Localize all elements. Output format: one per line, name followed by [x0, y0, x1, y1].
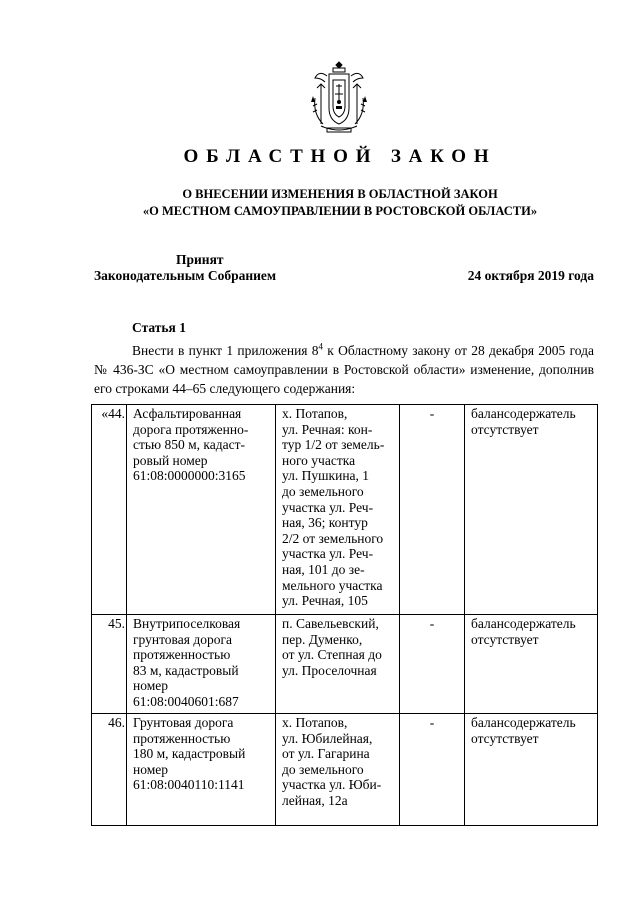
text-line: протяженностью [133, 647, 231, 663]
text-line: лейная, 12а [282, 792, 348, 808]
row-number: «44. [92, 405, 127, 615]
text-line: ул. Проселочная [282, 662, 377, 678]
text-line: отсутствует [471, 421, 539, 437]
dash-mark: - [400, 714, 465, 826]
road-location [276, 405, 400, 615]
text-line: 180 м, кадастровый [133, 746, 246, 762]
text-line: п. Савельевский, [282, 616, 379, 631]
text-line: 61:08:0000000:3165 [133, 468, 246, 484]
text-line: ная, 101 до зе- [282, 561, 365, 577]
text-line: пер. Думенко, [282, 631, 363, 647]
text-line: х. Потапов, [282, 715, 348, 730]
text-line: участка ул. Реч- [282, 499, 374, 515]
text-line: балансодержатель [471, 406, 576, 421]
document-subtitle-line-1: О ВНЕСЕНИИ ИЗМЕНЕНИЯ В ОБЛАСТНОЙ ЗАКОН [182, 187, 498, 201]
dash-mark: - [400, 405, 465, 615]
text-line: 61:08:0040601:687 [133, 693, 239, 709]
text-line: отсутствует [471, 631, 539, 647]
coat-of-arms-emblem [307, 58, 371, 134]
text-line: номер [133, 761, 169, 777]
text-line: балансодержатель [471, 616, 576, 631]
article-text-superscript: 4 [318, 341, 324, 352]
balance-holder [465, 714, 598, 826]
adoption-label-line-1: Принят [176, 252, 224, 267]
text-line: стью 850 м, кадаст- [133, 437, 246, 453]
text-line: дорога протяженно- [133, 421, 249, 437]
text-line: участка ул. Реч- [282, 546, 374, 562]
text-line: ного участка [282, 452, 356, 468]
text-line: ул. Пушкина, 1 [282, 468, 370, 484]
balance-holder [465, 615, 598, 714]
road-location [276, 714, 400, 826]
text-line: ул. Речная: кон- [282, 421, 373, 437]
text-line: х. Потапов, [282, 406, 348, 421]
text-line: отсутствует [471, 730, 539, 746]
road-description [127, 615, 276, 714]
text-line: номер [133, 678, 169, 694]
text-line: Асфальтированная [133, 406, 242, 421]
article-text-end: к Областному закону от 28 декабря 2005 года № 436-ЗС «О местном самоуправлении в Ростовской области» изменение, дополнив его строками 44–65 следующего содержания: [94, 343, 594, 396]
text-line: мельного участка [282, 577, 383, 593]
article-paragraph [94, 341, 594, 398]
text-line: 2/2 от земельного [282, 530, 384, 546]
text-line: участка ул. Юби- [282, 777, 382, 793]
document-subtitle-line-2: «О МЕСТНОМ САМОУПРАВЛЕНИИ В РОСТОВСКОЙ ОБЛАСТИ» [142, 204, 538, 218]
text-line: Грунтовая дорога [133, 715, 234, 730]
text-line: 83 м, кадастровый [133, 662, 239, 678]
row-number: 45. [92, 615, 127, 714]
text-line: Внутрипоселковая [133, 616, 241, 631]
text-line: балансодержатель [471, 715, 576, 730]
text-line: от ул. Гагарина [282, 746, 370, 762]
road-description [127, 714, 276, 826]
table-row [92, 405, 598, 615]
text-line: до земельного [282, 483, 364, 499]
text-line: ровый номер [133, 452, 208, 468]
text-line: ул. Речная, 105 [282, 593, 368, 609]
text-line: грунтовая дорога [133, 631, 232, 647]
adoption-date: 24 октября 2019 года [467, 268, 594, 283]
text-line: протяженностью [133, 730, 231, 746]
document-title: ОБЛАСТНОЙ ЗАКОН [183, 146, 497, 167]
road-location [276, 615, 400, 714]
text-line: от ул. Степная до [282, 647, 382, 663]
adoption-label-line-2: Законодательным Собранием [94, 268, 277, 283]
text-line: тур 1/2 от земель- [282, 437, 385, 453]
text-line: до земельного [282, 761, 364, 777]
text-line: 61:08:0040110:1141 [133, 777, 245, 793]
row-number: 46. [92, 714, 127, 826]
table-row [92, 615, 598, 714]
text-line: ная, 36; контур [282, 515, 368, 531]
table-row [92, 714, 598, 826]
article-heading: Статья 1 [132, 320, 186, 335]
roads-table [91, 404, 598, 826]
article-text-start: Внести в пункт 1 приложения 8 [132, 343, 319, 358]
balance-holder [465, 405, 598, 615]
road-description [127, 405, 276, 615]
text-line: ул. Юбилейная, [282, 730, 373, 746]
dash-mark: - [400, 615, 465, 714]
